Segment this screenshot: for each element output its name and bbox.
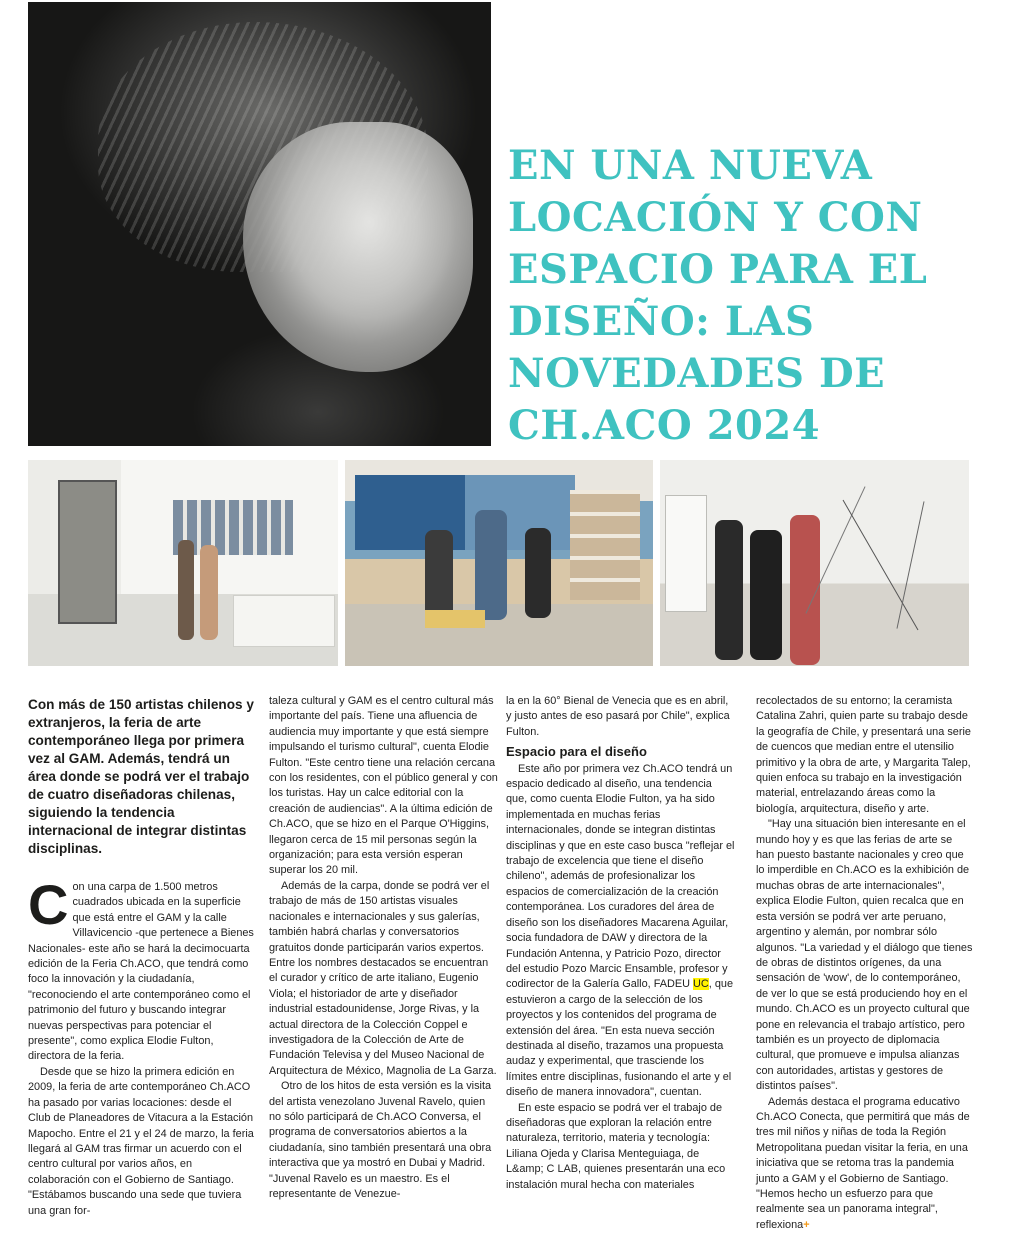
body-text: on una carpa de 1.500 metros cuadrados ubicada en la superficie que está entre el GAM y la calle Villavicencio -que pertenece a Bienes Nacionales- este año se hará la decimocuarta edición de la Feria Ch.ACO, que tendrá como foco la innovación y la ciudadanía, "reconociendo el arte contemporáneo como el patrimonio del futuro y buscando integrar nuevas perspectivas para potenciar el presente", como explica Elodie Fulton, directora de la feria. — [28, 881, 254, 1063]
gallery-photo-2 — [345, 460, 653, 666]
body-column-4 — [756, 694, 973, 1233]
portrait-photo — [28, 2, 491, 446]
body-paragraph — [506, 762, 735, 1101]
end-mark-icon: + — [803, 1218, 810, 1231]
body-paragraph: Desde que se hizo la primera edición en 2009, la feria de arte contemporáneo Ch.ACO ha pasado por varias locaciones: desde el Club de Planeadores de Vitacura a la Estación Mapocho. Entre el 21 y el 24 de marzo, la feria llegará al GAM tras firmar un acuerdo con el centro cultural por varios años, en colaboración con el Gobierno de Santiago. "Estábamos buscando una sede que tuviera una gran for- — [28, 1065, 254, 1217]
body-paragraph: taleza cultural y GAM es el centro cultural más importante del país. Tiene una afluencia de audiencia muy importante y que está siempre impulsando el turismo cultural", cuenta Elodie Fulton. "Este centro tiene una relación cercana con los residentes, con el público general y con los turistas. Hay un calce editorial con la creación de audiencias". A la última edición de Ch.ACO, que se hizo en el Parque O'Higgins, llegaron cerca de 15 mil personas según la organización; para esta versión esperan superar los 20 mil. — [269, 695, 498, 877]
article-lede: Con más de 150 artistas chilenos y extranjeros, la feria de arte contemporáneo llega por primera vez al GAM. Además, tendrá un área donde se podrá ver el trabajo de cuatro diseñadoras chilenas, siguiendo la tendencia internacional de integrar distintas disciplinas. — [28, 697, 254, 856]
body-column-1 — [28, 873, 256, 1219]
body-text: Este año por primera vez Ch.ACO tendrá un espacio dedicado al diseño, una tendencia que, como cuenta Elodie Fulton, ya ha sido implementada en muchas ferias internacionales, donde se integran distintas disciplinas y que en este caso busca "reflejar el trabajo de excelencia que tiene el diseño chileno", además de profesionalizar los espacios de comercialización de la creación contemporánea. Los curadores del área de diseño son los diseñadores Macarena Aguilar, socia fundadora de DAW y directora de la Fundación Antenna, y Patricio Pozo, director del estudio Pozo Marcic Ensamble, profesor y codirector de la Galería Gallo, FADEU — [506, 762, 735, 991]
article-headline: EN UNA NUEVA LOCACIÓN Y CON ESPACIO PARA EL DISEÑO: LAS NOVEDADES DE CH.ACO 2024 — [508, 142, 928, 449]
body-paragraph: la en la 60° Bienal de Venecia que es en abril, y justo antes de eso pasará por Chile", explica Fulton. — [506, 695, 730, 738]
body-paragraph — [756, 1095, 973, 1233]
body-paragraph: recolectados de su entorno; la ceramista Catalina Zahri, quien parte su trabajo desde la geografía de Chile, y presentará una serie de cuencos que median entre el utensilio primitivo y la obra de arte, y Margarita Talep, quien enfoca su trabajo en la investigación material, entrelazando áreas como la biología, arquitectura, diseño y arte. — [756, 695, 971, 815]
body-paragraph — [28, 873, 256, 1065]
body-column-2 — [269, 694, 498, 1202]
body-paragraph: En este espacio se podrá ver el trabajo de diseñadoras que exploran la relación entre naturaleza, territorio, materia y tecnología: Liliana Ojeda y Clarisa Menteguiaga, de L&amp; C LAB, quienes presentarán una eco instalación mural hecha con materiales — [506, 1101, 726, 1191]
section-heading: Espacio para el diseño — [506, 744, 647, 760]
portrait-face — [243, 122, 473, 372]
gallery-photo-3 — [660, 460, 969, 666]
body-text: Además destaca el programa educativo Ch.ACO Conecta, que permitirá que más de tres mil niños y niñas de toda la Región Metropolitana puedan visitar la feria, en una iniciativa que se retoma tras la pandemia junto a GAM y el Gobierno de Santiago. "Hemos hecho un esfuerzo para que realmente sea un panorama integral", reflexiona — [756, 1095, 970, 1231]
body-text: , que estuvieron a cargo de la selección de los proyectos y los contenidos del programa de extensión del área. "En esta nueva sección destinada al diseño, trazamos una propuesta audaz y experimental, que trasciende los límites entre disciplinas, fusionando el arte y el diseño de manera innovadora", cuentan. — [506, 978, 734, 1099]
body-paragraph: Además de la carpa, donde se podrá ver el trabajo de más de 150 artistas visuales nacionales e internacionales y sus galerías, también habrá charlas y conversatorios gratuitos donde participarán varios expertos. Entre los nombres destacados se encuentran el curador y crítico de arte italiano, Eugenio Viola; el historiador de arte y diseñador industrial estadounidense, Jorge Rivas, y la actual directora de la Colección Coppel e investigadora de la Colección de Arte de Fundación Televisa y del Museo Nacional de Arquitectura de México, Magnolia de La Garza. — [269, 879, 497, 1077]
body-paragraph: "Hay una situación bien interesante en el mundo hoy y es que las ferias de arte se han puesto bastante nacionales y creo que lo imperdible en Ch.ACO es la exhibición de muchas obras de arte internacionales", explica Elodie Fulton, quien recalca que en esta versión se podrá ver arte peruano, argentino y alemán, por nombrar sólo algunos. "La variedad y el diálogo que tienes de obras de distintos orígenes, da una sensación de 'wow', de lo contemporáneo, de ver lo que se está produciendo hoy en el mundo. Ch.ACO es un proyecto cultural que pone en relevancia el trabajo artístico, pero también es un proyecto de diplomacia cultural, que promueve e impulsa alianzas con autoridades, artistas y gestores de distintos países". — [756, 818, 973, 1093]
body-paragraph: Otro de los hitos de esta versión es la visita del artista venezolano Juvenal Ravelo, quien no sólo participará de Ch.ACO Conversa, el programa de conversatorios abiertos a la ciudadanía, sino también presentará una obra interactiva que ya mostró en Dubai y Madrid. "Juvenal Ravelo es un maestro. Es el representante de Venezue- — [269, 1080, 492, 1200]
highlighted-text: UC — [693, 978, 709, 991]
drop-cap: C — [28, 873, 69, 936]
body-column-3 — [506, 694, 735, 1193]
gallery-photo-1 — [28, 460, 338, 666]
